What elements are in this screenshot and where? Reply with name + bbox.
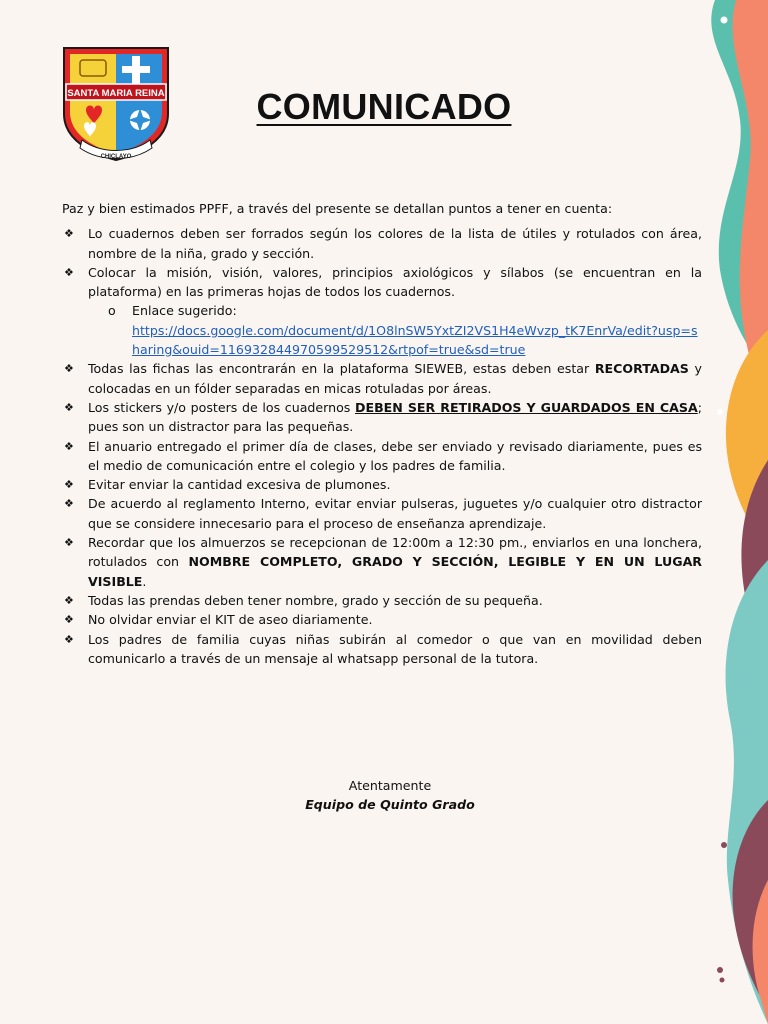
crest-banner-text: SANTA MARIA REINA (67, 88, 165, 99)
crest-city-text: CHICLAYO (100, 154, 132, 160)
list-item: ❖ Recordar que los almuerzos se recepcionan de 12:00m a 12:30 pm., enviarlos en una lonchera, rotulados con NOMBRE COMPLETO, GRADO Y SECCIÓN, LEGIBLE Y EN UN LUGAR VISIBLE. (64, 535, 703, 589)
list-item: ❖ Los padres de familia cuyas niñas subirán al comedor o que van en movilidad deben comunicarlo a través de un mensaje al whatsapp personal de la tutora. (64, 631, 702, 666)
bullet-icon: ❖ (64, 593, 74, 607)
list-item: ❖ De acuerdo al reglamento Interno, evitar enviar pulseras, juguetes y/o cualquier otro distractor que se considere innecesario para el proceso de enseñanza aprendizaje. (64, 496, 702, 531)
closing-salutation: Atentamente (348, 778, 432, 793)
intro-paragraph: Paz y bien estimados PPFF, a través del presente se detallan puntos a tener en cuenta: (62, 201, 613, 216)
bullet-icon: ❖ (64, 613, 74, 627)
bullet-icon: ❖ (64, 632, 74, 646)
sub-list (88, 301, 702, 359)
page-title: COMUNICADO (256, 86, 512, 127)
bullet-icon: ❖ (64, 265, 74, 279)
sub-list-item (106, 301, 702, 359)
closing-block (0, 776, 768, 815)
list-item: ❖ El anuario entregado el primer día de clases, debe ser enviado y revisado diariamente, pues es el medio de comunicación entre el colegio y los padres de familia. (64, 438, 702, 473)
list-item: ❖ Evitar enviar la cantidad excesiva de plumones. (62, 475, 702, 494)
list-item: ❖ Colocar la misión, visión, valores, principios axiológicos y sílabos (se encuentran en la plataforma) en las primeras hojas de todos los cuadernos. o Enlace sugerido: https://docs.google.com/document/d/1O8lnSW5YxtZI2VS1H4eWvzp_tK7EnrVa/edit?usp=sharing&ouid=116932844970599529512&rtpof=true&sd=true (62, 263, 702, 359)
bullet-icon: ❖ (64, 227, 74, 241)
list-item: ❖ Lo cuadernos deben ser forrados según los colores de la lista de útiles y rotulados con área, nombre de la niña, grado y sección. (64, 226, 702, 261)
bullet-icon: ❖ (64, 536, 74, 550)
bullet-icon: ❖ (64, 439, 74, 453)
list-item: ❖ Los stickers y/o posters de los cuadernos DEBEN SER RETIRADOS Y GUARDADOS EN CASA; pues son un distractor para las pequeñas. (64, 399, 702, 435)
bullet-icon: ❖ (64, 497, 74, 511)
list-item: ❖ Todas las fichas las encontrarán en la plataforma SIEWEB, estas deben estar RECORTADAS y colocadas en un fólder separadas en micas rotuladas por áreas. (64, 361, 702, 396)
notice-list (62, 224, 702, 668)
bullet-icon: ❖ (64, 400, 74, 414)
document-body (62, 199, 702, 668)
suggested-link[interactable]: https://docs.google.com/document/d/1O8lnSW5YxtZI2VS1H4eWvzp_tK7EnrVa/edit?usp=sharing&ouid=116932844970599529512&rtpof=true&sd=true (132, 322, 698, 358)
link-label: Enlace sugerido: (132, 303, 237, 319)
list-item: ❖ Todas las prendas deben tener nombre, grado y sección de su pequeña. (62, 591, 702, 610)
circle-bullet-icon: o (108, 303, 116, 319)
bullet-icon: ❖ (64, 478, 74, 492)
bullet-icon: ❖ (64, 362, 74, 376)
closing-signature: Equipo de Quinto Grado (305, 797, 475, 813)
list-item: ❖ No olvidar enviar el KIT de aseo diariamente. (62, 610, 702, 629)
